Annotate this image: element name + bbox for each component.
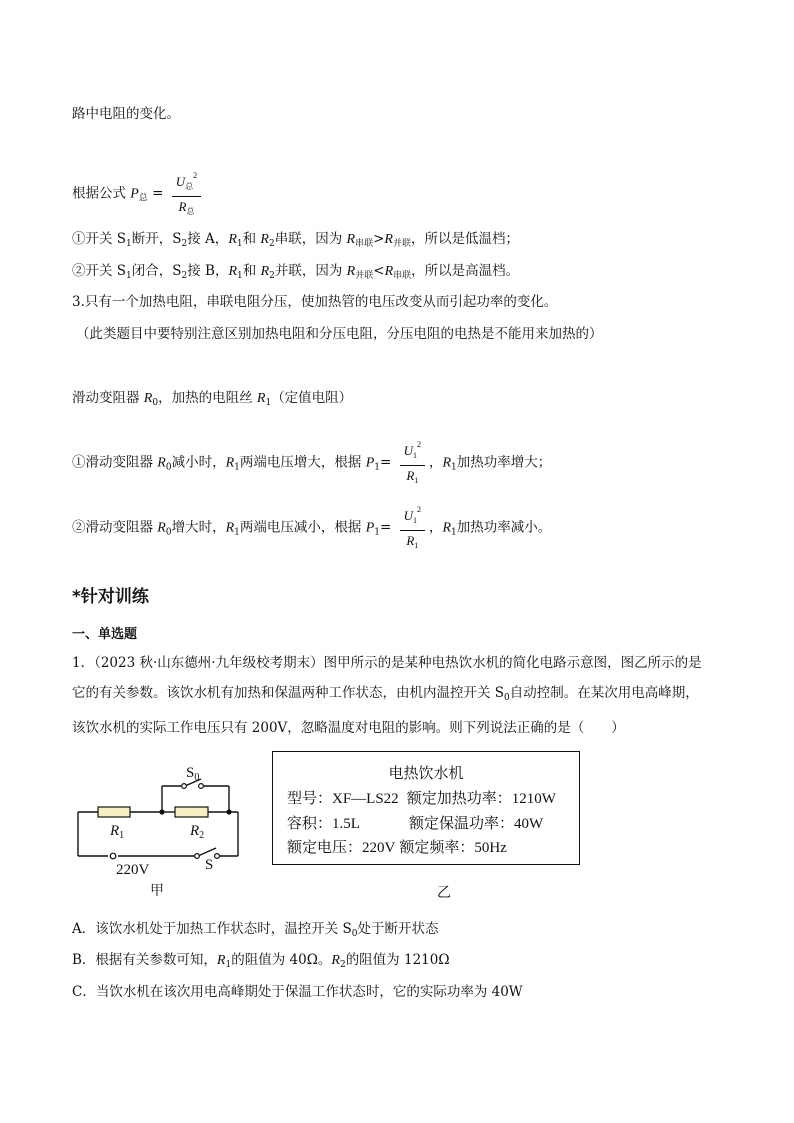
rheostat-decrease: ①滑动变阻器 $R_0$减小时，$R_1$两端电压增大，根据 $P_1=$ $\frac{U_1^2}{R_1}$ ，$R_1$加热功率增大； (72, 437, 551, 489)
note-text: （此类题目中要特别注意区别加热电阻和分压电阻，分压电阻的电热是不能用来加热的） (76, 326, 603, 342)
formula-fraction: $\frac{U_总^2}{R_总}$ (172, 168, 201, 220)
intro-text: 路中电阻的变化。 (72, 106, 180, 122)
question-1: 1．（2023 秋·山东德州·九年级校考期末）图甲所示的是某种电热饮水机的简化电路示意图，图乙所示的是 它的有关参数。该饮水机有加热和保温两种工作状态，由机内温控开关 $S_0$自动控制。在某次用电高峰期， 该饮水机的实际工作电压只有 200V，忽略温度对电阻的影响。则下列说法正确的是（ ） (72, 655, 702, 736)
label-r2: $R_2$ (190, 823, 205, 841)
case-low-temp: ①开关 $S_1$断开，$S_2$接 A，$R_1$和 $R_2$串联，因为 $R_{串联}>R_{并联}$，所以是低温档； (72, 231, 519, 249)
spec-row: 容积：1.5L 额定保温功率：40W (287, 816, 544, 832)
option-b[interactable]: B．根据有关参数可知，$R_1$的阻值为 40Ω。$R_2$的阻值为 1210Ω (72, 952, 450, 970)
rheostat-intro: 滑动变阻器 $R_0$，加热的电阻丝 $R_1$（定值电阻） (72, 390, 353, 408)
case-high-temp: ②开关 $S_1$闭合，$S_2$接 B，$R_1$和 $R_2$并联，因为 $R_{并联}<R_{串联}$，所以是高温档。 (72, 263, 520, 281)
option-c[interactable]: C．当饮水机在该次用电高峰期处于保温工作状态时，它的实际功率为 40W (72, 984, 523, 1000)
caption-jia: 甲 (150, 883, 164, 898)
caption-yi: 乙 (437, 885, 451, 901)
resistor-r1 (98, 807, 130, 817)
spec-row: 额定电压：220V 额定频率：50Hz (287, 840, 507, 856)
formula-fraction: $\frac{U_1^2}{R_1}$ (400, 437, 425, 489)
label-voltage: 220V (116, 862, 150, 878)
formula-fraction: $\frac{U_1^2}{R_1}$ (400, 502, 425, 554)
section-subtitle: 一、单选题 (72, 627, 138, 642)
formula-total-power: 根据公式 $P_总$ = $\frac{U_总^2}{R_总}$ (72, 168, 205, 220)
resistor-r2 (175, 807, 208, 817)
circuit-diagram (70, 758, 250, 898)
label-r1: $R_1$ (110, 823, 125, 841)
label-s0: $S_0$ (186, 765, 200, 783)
rheostat-increase: ②滑动变阻器 $R_0$增大时，$R_1$两端电压减小，根据 $P_1=$ $\frac{U_1^2}{R_1}$ ，$R_1$加热功率减小。 (72, 502, 551, 554)
section-title: *针对训练 (72, 587, 149, 607)
spec-title: 电热饮水机 (388, 766, 464, 782)
option-a[interactable]: A．该饮水机处于加热工作状态时，温控开关 $S_0$处于断开状态 (72, 921, 439, 939)
spec-row: 型号：XF—LS22 额定加热功率：1210W (287, 791, 556, 807)
point-3: 3.只有一个加热电阻，串联电阻分压，使加热管的电压改变从而引起功率的变化。 (72, 294, 558, 310)
label-s: S (205, 857, 214, 873)
spec-panel (272, 751, 580, 865)
